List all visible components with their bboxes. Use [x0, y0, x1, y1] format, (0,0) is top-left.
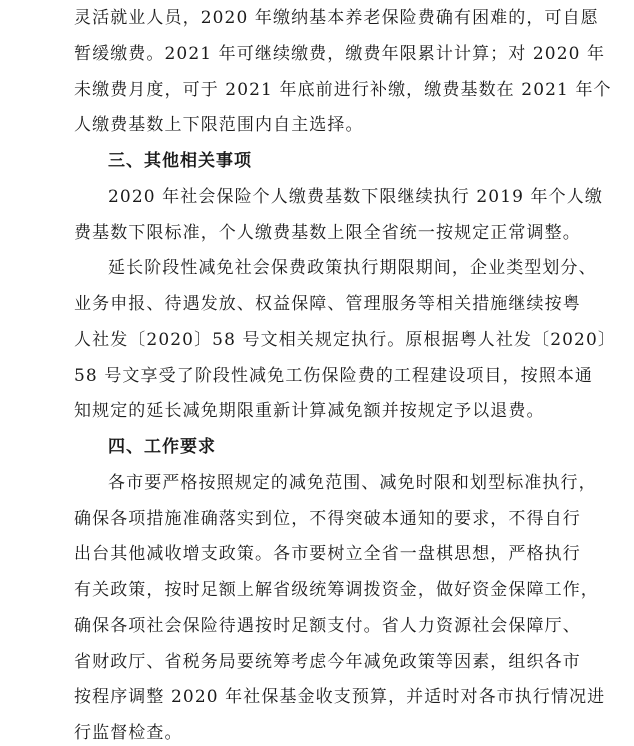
paragraph-line: 有关政策，按时足额上解省级统筹调拨资金，做好资金保障工作，	[74, 580, 599, 600]
paragraph-line: 知规定的延长减免期限重新计算减免额并按规定予以退费。	[74, 401, 545, 421]
section-heading-4: 四、工作要求	[108, 437, 216, 457]
paragraph-line: 行监督检查。	[74, 723, 183, 743]
paragraph-line: 延长阶段性减免社会保费政策执行期限期间，企业类型划分、	[108, 258, 597, 278]
paragraph-line: 省财政厅、省税务局要统筹考虑今年减免政策等因素，组织各市	[74, 652, 581, 672]
paragraph-line: 确保各项社会保险待遇按时足额支付。省人力资源社会保障厅、	[74, 616, 581, 636]
paragraph-line: 暂缓缴费。2021 年可继续缴费，缴费年限累计计算；对 2020 年	[74, 44, 606, 64]
paragraph-line: 按程序调整 2020 年社保基金收支预算，并适时对各市执行情况进	[74, 687, 606, 707]
paragraph-line: 各市要严格按照规定的减免范围、减免时限和划型标准执行，	[108, 473, 597, 493]
paragraph-line: 未缴费月度，可于 2021 年底前进行补缴，缴费基数在 2021 年个	[74, 80, 612, 100]
section-heading-3: 三、其他相关事项	[108, 151, 252, 171]
paragraph-line: 确保各项措施准确落实到位，不得突破本通知的要求，不得自行	[74, 509, 581, 529]
paragraph-line: 人社发〔2020〕58 号文相关规定执行。原根据粤人社发〔2020〕	[74, 330, 616, 350]
paragraph-line: 灵活就业人员，2020 年缴纳基本养老保险费确有困难的，可自愿	[74, 8, 599, 28]
paragraph-line: 费基数下限标准，个人缴费基数上限全省统一按规定正常调整。	[74, 223, 581, 243]
paragraph-line: 2020 年社会保险个人缴费基数下限继续执行 2019 年个人缴	[108, 187, 603, 207]
paragraph-line: 出台其他减收增支政策。各市要树立全省一盘棋思想，严格执行	[74, 544, 581, 564]
paragraph-line: 业务申报、待遇发放、权益保障、管理服务等相关措施继续按粤	[74, 294, 581, 314]
paragraph-line: 58 号文享受了阶段性减免工伤保险费的工程建设项目，按照本通	[74, 366, 594, 386]
paragraph-line: 人缴费基数上下限范围内自主选择。	[74, 115, 364, 135]
